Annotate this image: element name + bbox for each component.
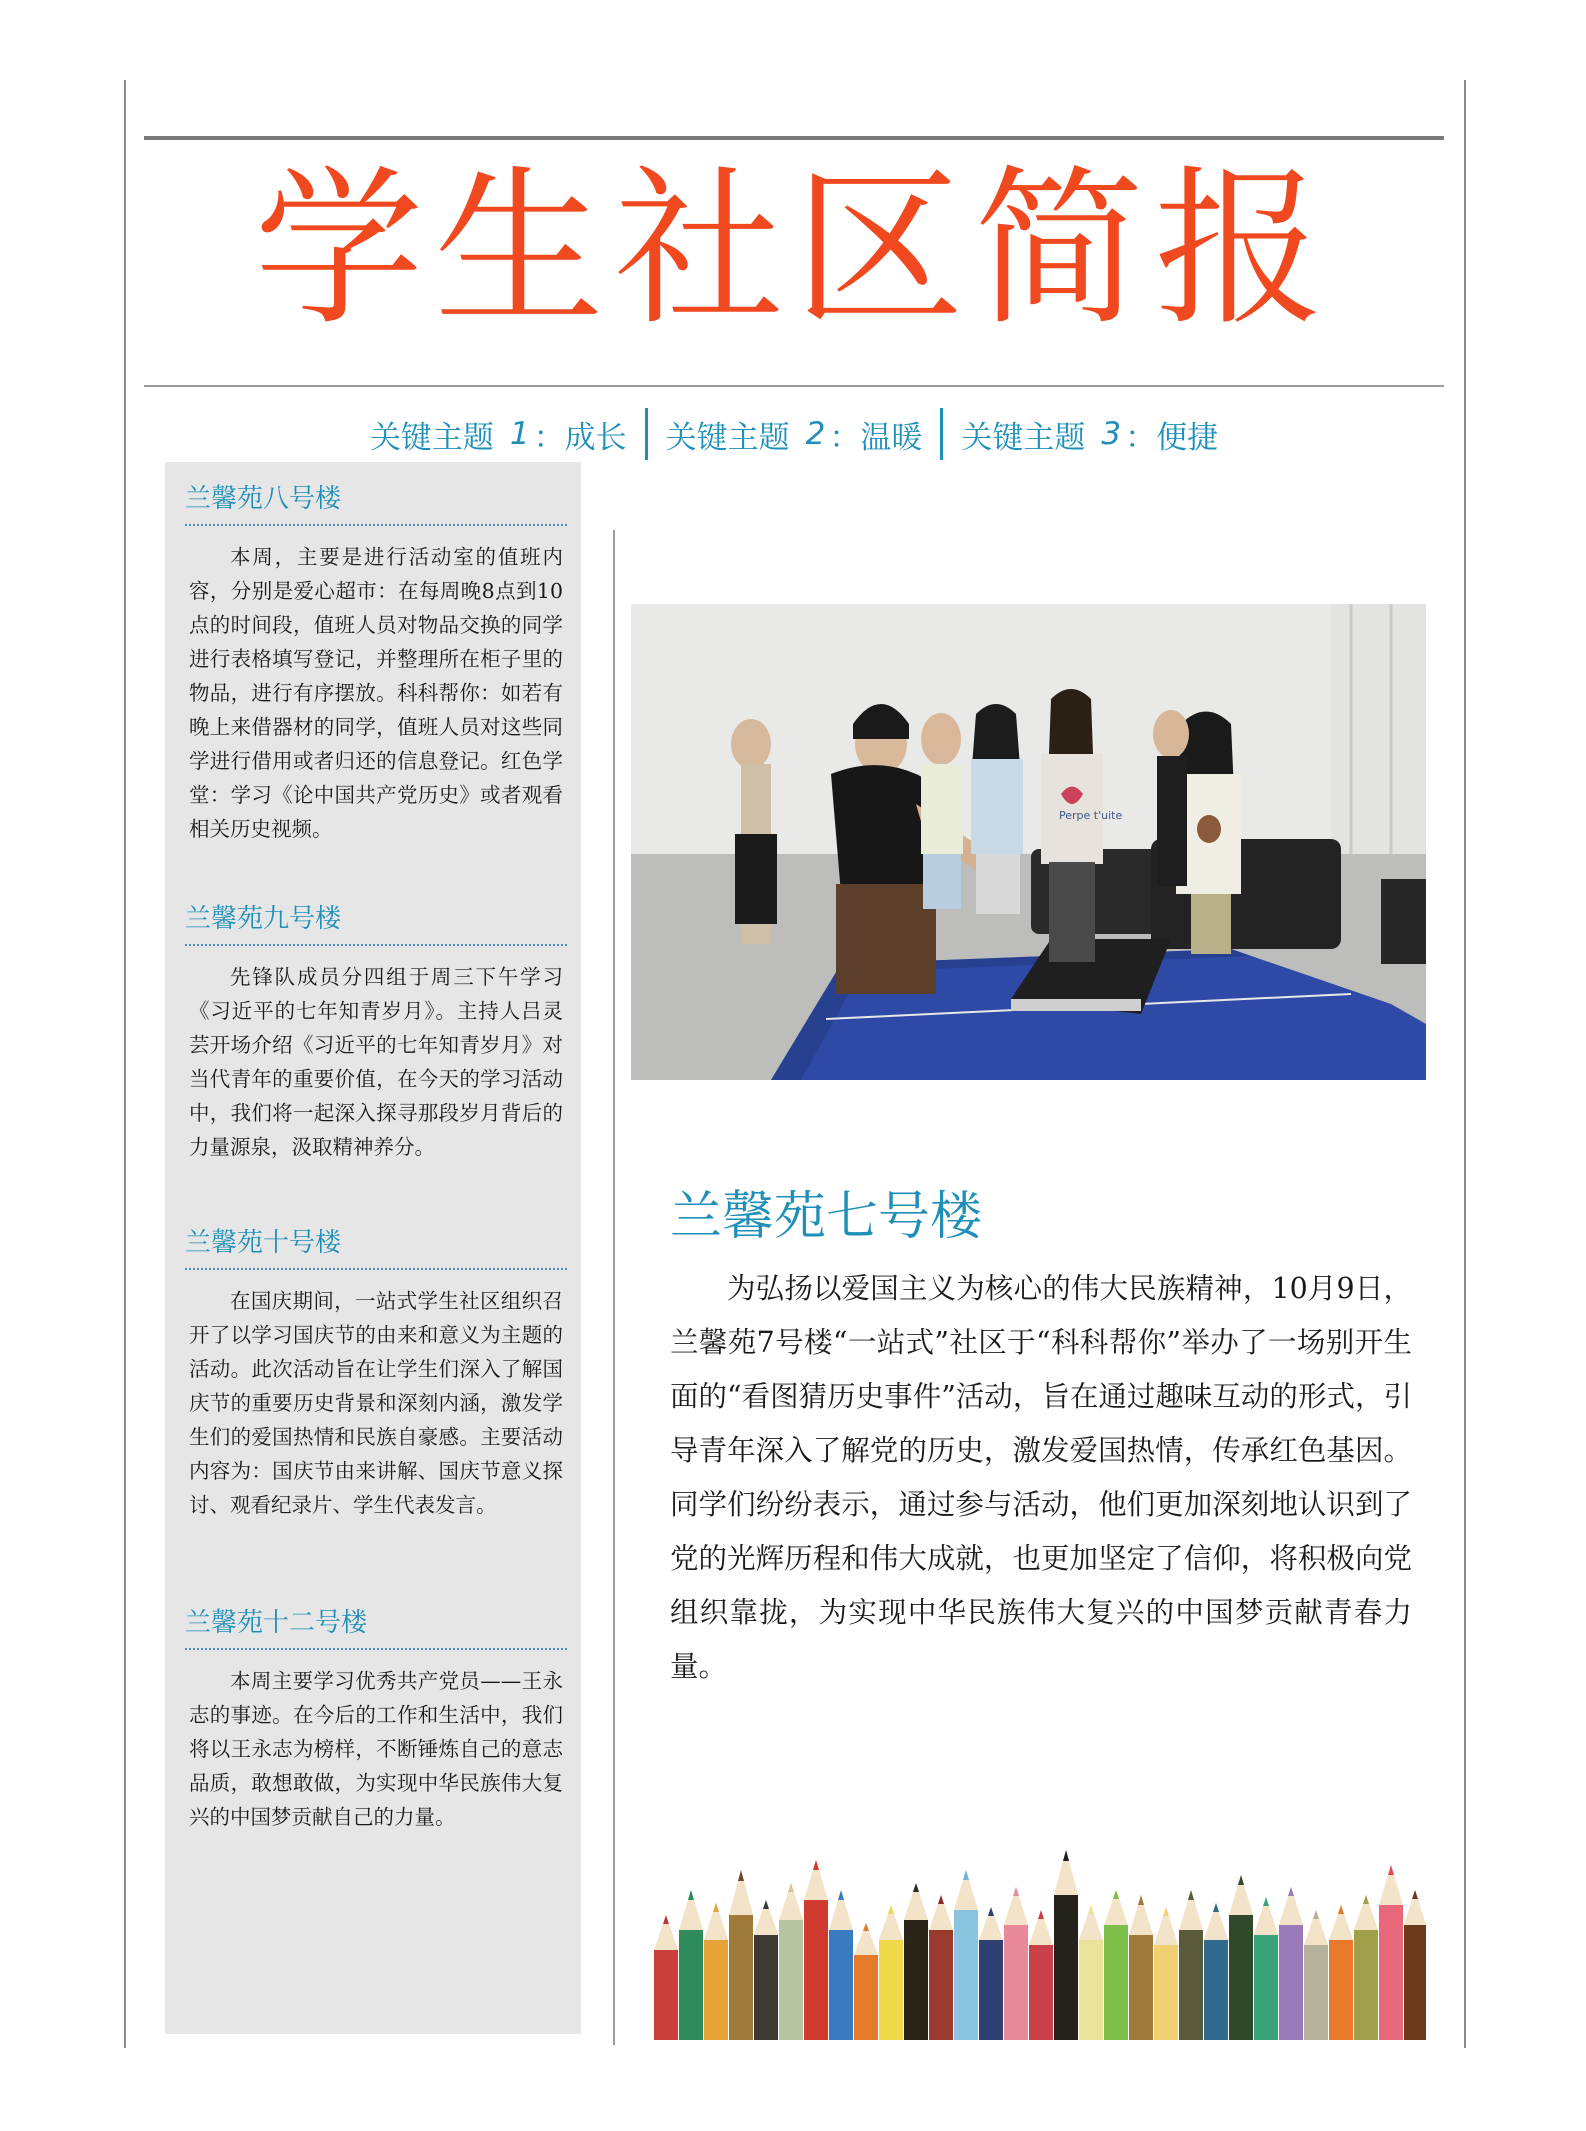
sidebar-section-text: 在国庆期间，一站式学生社区组织召开了以学习国庆节的由来和意义为主题的活动。此次活动旨在让学生们深入了解国庆节的重要历史背景和深刻内涵，激发学生们的爱国热情和民族自豪感。主要活动内容为：国庆节由来讲解、国庆节意义探讨、观看纪录片、学生代表发言。 — [189, 1289, 563, 1517]
main-article-text: 为弘扬以爱国主义为核心的伟大民族精神，10月9日，兰馨苑7号楼“一站式”社区于“科科帮你”举办了一场别开生面的“看图猜历史事件”活动，旨在通过趣味互动的形式，引导青年深入了解党的历史，激发爱国热情，传承红色基因。同学们纷纷表示，通过参与活动，他们更加深刻地认识到了党的光辉历程和伟大成就，也更加坚定了信仰，将积极向党组织靠拢，为实现中华民族伟大复兴的中国梦贡献青春力量。 — [670, 1272, 1412, 1683]
colored-pencils-decoration — [654, 1845, 1426, 2040]
activity-photo — [631, 604, 1426, 1080]
key-theme-value: ：成长 — [533, 419, 627, 456]
sidebar-section-building-10 — [185, 1218, 567, 1522]
newsletter-title: 学生社区简报 — [253, 151, 1334, 349]
column-divider — [613, 530, 615, 2045]
sidebar — [165, 462, 581, 2034]
key-theme-label: 关键主题 — [665, 419, 790, 456]
key-theme-label: 关键主题 — [369, 419, 494, 456]
page-border-left — [124, 80, 126, 2048]
title-rule — [144, 385, 1444, 387]
sidebar-section-building-8 — [185, 474, 567, 846]
sidebar-section-text: 先锋队成员分四组于周三下午学习《习近平的七年知青岁月》。主持人吕灵芸开场介绍《习近平的七年知青岁月》对当代青年的重要价值，在今天的学习活动中，我们将一起深入探寻那段岁月背后的力量源泉，汲取精神养分。 — [189, 965, 563, 1159]
sidebar-section-heading: 兰馨苑八号楼 — [185, 474, 567, 526]
key-themes-bar — [144, 408, 1444, 460]
sidebar-section-heading: 兰馨苑十二号楼 — [185, 1598, 567, 1650]
sidebar-section-building-12 — [185, 1598, 567, 1834]
key-theme-1 — [352, 412, 645, 457]
sidebar-section-heading: 兰馨苑九号楼 — [185, 894, 567, 946]
sidebar-section-text: 本周主要学习优秀共产党员——王永志的事迹。在今后的工作和生活中，我们将以王永志为榜样，不断锤炼自己的意志品质，敢想敢做，为实现中华民族伟大复兴的中国梦贡献自己的力量。 — [189, 1669, 563, 1829]
page-border-right — [1464, 80, 1466, 2048]
photo-shirt-text: Perpe t'uite — [1059, 809, 1123, 822]
main-article-heading: 兰馨苑七号楼 — [670, 1187, 983, 1247]
key-theme-number: 1 — [509, 416, 530, 452]
key-theme-3 — [943, 412, 1236, 457]
key-theme-label: 关键主题 — [961, 419, 1086, 456]
key-theme-value: ：便捷 — [1125, 419, 1219, 456]
key-theme-2 — [648, 412, 941, 457]
sidebar-section-building-9 — [185, 894, 567, 1164]
key-theme-number: 2 — [805, 416, 826, 452]
sidebar-section-text: 本周，主要是进行活动室的值班内容，分别是爱心超市：在每周晚8点到10点的时间段，值班人员对物品交换的同学进行表格填写登记，并整理所在柜子里的物品，进行有序摆放。科科帮你：如若有晚上来借器材的同学，值班人员对这些同学进行借用或者归还的信息登记。红色学堂：学习《论中国共产党历史》或者观看相关历史视频。 — [189, 545, 563, 841]
top-rule — [144, 136, 1444, 140]
key-theme-value: ：温暖 — [829, 419, 923, 456]
key-theme-number: 3 — [1101, 416, 1122, 452]
sidebar-section-heading: 兰馨苑十号楼 — [185, 1218, 567, 1270]
